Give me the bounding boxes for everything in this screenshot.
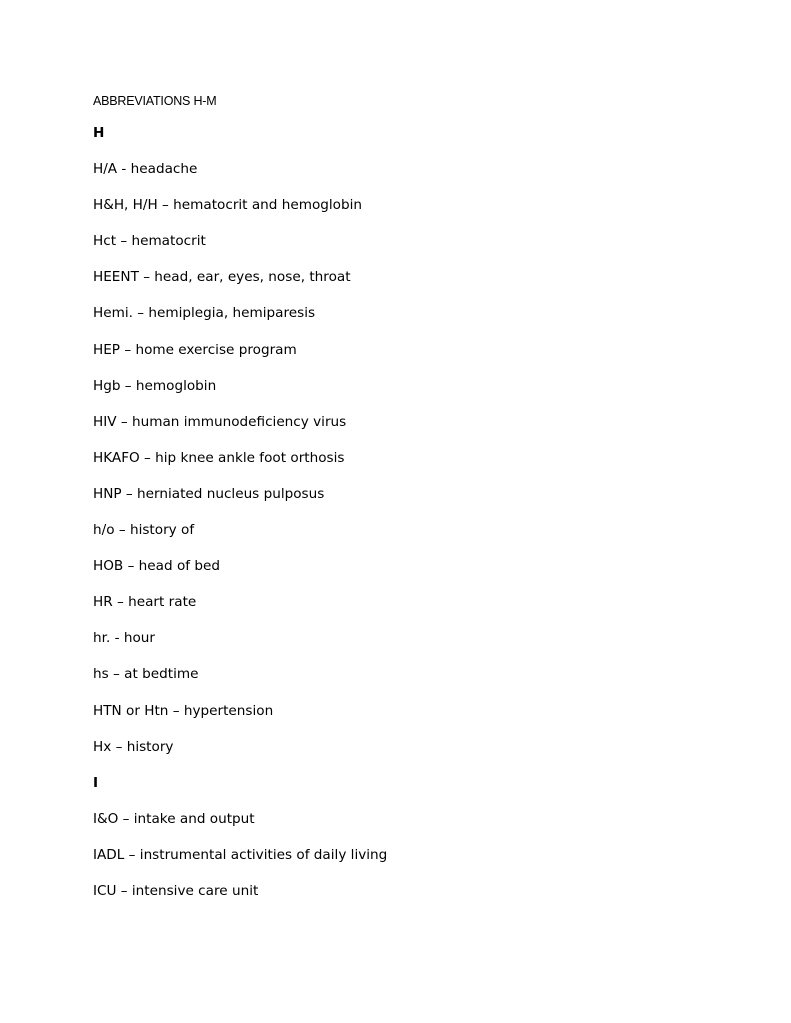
abbreviation-entry: HEP – home exercise program	[93, 341, 297, 358]
abbreviation-entry: Hgb – hemoglobin	[93, 377, 217, 394]
abbreviation-entry: h/o – history of	[93, 522, 195, 539]
abbreviation-entry: HIV – human immunodeficiency virus	[93, 413, 347, 430]
abbreviation-entry: hr. - hour	[93, 630, 155, 647]
abbreviation-entry: H&H, H/H – hematocrit and hemoglobin	[93, 197, 363, 214]
section-heading-i: I	[93, 774, 99, 791]
section-heading-h: H	[93, 125, 105, 141]
abbreviation-entry: Hct – hematocrit	[93, 233, 206, 250]
abbreviation-entry: hs – at bedtime	[93, 666, 199, 683]
abbreviation-entry: HKAFO – hip knee ankle foot orthosis	[93, 449, 345, 466]
abbreviation-entry: HEENT – head, ear, eyes, nose, throat	[93, 269, 351, 286]
abbreviation-entry: H/A - headache	[93, 161, 198, 178]
abbreviation-entry: I&O – intake and output	[93, 810, 255, 827]
abbreviation-entry: HNP – herniated nucleus pulposus	[93, 485, 325, 502]
abbreviation-entry: IADL – instrumental activities of daily living	[93, 846, 388, 863]
document-title: ABBREVIATIONS H-M	[93, 94, 217, 108]
abbreviation-entry: Hemi. – hemiplegia, hemiparesis	[93, 305, 316, 322]
abbreviation-entry: ICU – intensive care unit	[93, 882, 259, 899]
abbreviation-entry: HOB – head of bed	[93, 558, 220, 575]
abbreviation-entry: HR – heart rate	[93, 594, 197, 611]
abbreviation-entry: Hx – history	[93, 738, 174, 755]
abbreviation-entry: HTN or Htn – hypertension	[93, 702, 274, 719]
abbreviation-list	[93, 124, 387, 918]
